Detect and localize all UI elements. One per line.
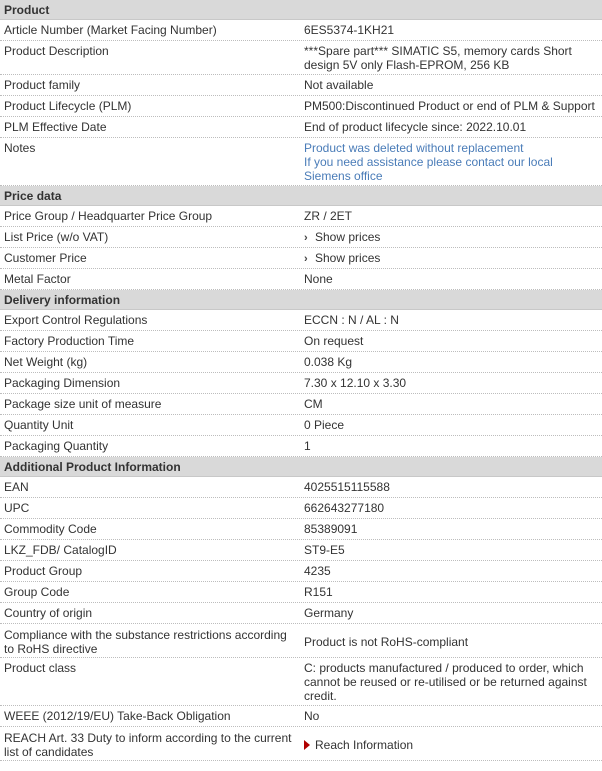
row-label: Export Control Regulations [4, 313, 148, 327]
row-label: LKZ_FDB/ CatalogID [4, 543, 117, 557]
table-row [0, 394, 602, 415]
row-label: Group Code [4, 585, 70, 599]
table-row [0, 20, 602, 41]
row-value: 0 Piece [304, 418, 345, 432]
table-row [0, 227, 602, 248]
table-row [0, 603, 602, 624]
row-value: Not available [304, 78, 374, 92]
row-value: 7.30 x 12.10 x 3.30 [304, 376, 407, 390]
row-value: 4235 [304, 564, 331, 578]
row-value: ST9-E5 [304, 543, 345, 557]
row-value: 4025515115588 [304, 480, 390, 494]
row-value: 662643277180 [304, 501, 385, 515]
reach-information-link[interactable]: Reach Information [304, 738, 413, 752]
table-row [0, 138, 602, 186]
row-label: Product class [4, 661, 77, 675]
table-row [0, 415, 602, 436]
row-value [300, 141, 602, 183]
row-value: On request [304, 334, 364, 348]
row-label: Article Number (Market Facing Number) [4, 23, 217, 37]
row-value [300, 251, 602, 266]
notes-link[interactable]: Siemens office [304, 169, 383, 183]
section-header-product: Product [0, 0, 602, 20]
table-row [0, 331, 602, 352]
chevron-right-icon: › [304, 253, 308, 265]
row-label: Metal Factor [4, 272, 71, 286]
row-value [300, 230, 602, 245]
row-label: Price Group / Headquarter Price Group [4, 209, 213, 223]
row-label: Factory Production Time [4, 334, 135, 348]
row-label: Compliance with the substance restrictions according to RoHS directive [4, 628, 287, 656]
section-header-price-data: Price data [0, 186, 602, 206]
table-row [0, 561, 602, 582]
table-row [0, 540, 602, 561]
table-row [0, 436, 602, 457]
table-row [0, 582, 602, 603]
row-value: No [304, 709, 320, 723]
row-label: REACH Art. 33 Duty to inform according to the current list of candidates [4, 731, 292, 759]
row-value: None [304, 272, 333, 286]
row-label: Quantity Unit [4, 418, 74, 432]
chevron-right-icon: › [304, 232, 308, 244]
table-row [0, 96, 602, 117]
row-label: List Price (w/o VAT) [4, 230, 109, 244]
section-header-delivery-information: Delivery information [0, 290, 602, 310]
row-label: Packaging Quantity [4, 439, 109, 453]
table-row [0, 498, 602, 519]
row-label: Package size unit of measure [4, 397, 162, 411]
row-label: Customer Price [4, 251, 87, 265]
row-label: UPC [4, 501, 30, 515]
table-row [0, 248, 602, 269]
row-label: WEEE (2012/19/EU) Take-Back Obligation [4, 709, 231, 723]
row-value: PM500:Discontinued Product or end of PLM & Support [304, 99, 595, 113]
row-value: CM [304, 397, 323, 411]
table-row [0, 41, 602, 75]
row-label: PLM Effective Date [4, 120, 107, 134]
table-row [0, 310, 602, 331]
table-row [0, 117, 602, 138]
row-label: Product Group [4, 564, 83, 578]
row-value: ***Spare part*** SIMATIC S5, memory cards Short design 5V only Flash-EPROM, 256 KB [304, 44, 572, 72]
show-prices-link[interactable]: › Show prices [304, 251, 381, 265]
row-label: Product family [4, 78, 81, 92]
row-value: 6ES5374-1KH21 [304, 23, 395, 37]
row-label: EAN [4, 480, 29, 494]
table-row [0, 624, 602, 658]
row-label: Net Weight (kg) [4, 355, 88, 369]
row-label: Packaging Dimension [4, 376, 121, 390]
table-row [0, 352, 602, 373]
row-value: R151 [304, 585, 333, 599]
row-value: 85389091 [304, 522, 358, 536]
table-row [0, 373, 602, 394]
row-value: 0.038 Kg [304, 355, 353, 369]
table-row [0, 75, 602, 96]
row-value: C: products manufactured / produced to order, which cannot be reused or re-utilised or be returned against credit. [304, 661, 587, 703]
table-row [0, 477, 602, 498]
row-value: End of product lifecycle since: 2022.10.01 [304, 120, 527, 134]
row-label: Product Description [4, 44, 109, 58]
table-row [0, 519, 602, 540]
row-value: Product is not RoHS-compliant [304, 635, 469, 649]
table-row [0, 206, 602, 227]
section-header-additional-product-information: Additional Product Information [0, 457, 602, 477]
row-value: Germany [304, 606, 354, 620]
row-value: ZR / 2ET [304, 209, 353, 223]
table-row [0, 706, 602, 727]
table-row [0, 658, 602, 706]
notes-link[interactable]: If you need assistance please contact our local [304, 155, 553, 169]
row-label: Notes [4, 141, 36, 155]
row-label: Country of origin [4, 606, 93, 620]
row-label: Product Lifecycle (PLM) [4, 99, 132, 113]
triangle-right-icon [304, 740, 310, 750]
row-value: 1 [304, 439, 311, 453]
table-row [0, 727, 602, 761]
table-row [0, 269, 602, 290]
row-value: ECCN : N / AL : N [304, 313, 399, 327]
row-value [300, 738, 602, 752]
notes-link[interactable]: Product was deleted without replacement [304, 141, 524, 155]
show-prices-link[interactable]: › Show prices [304, 230, 381, 244]
row-label: Commodity Code [4, 522, 97, 536]
